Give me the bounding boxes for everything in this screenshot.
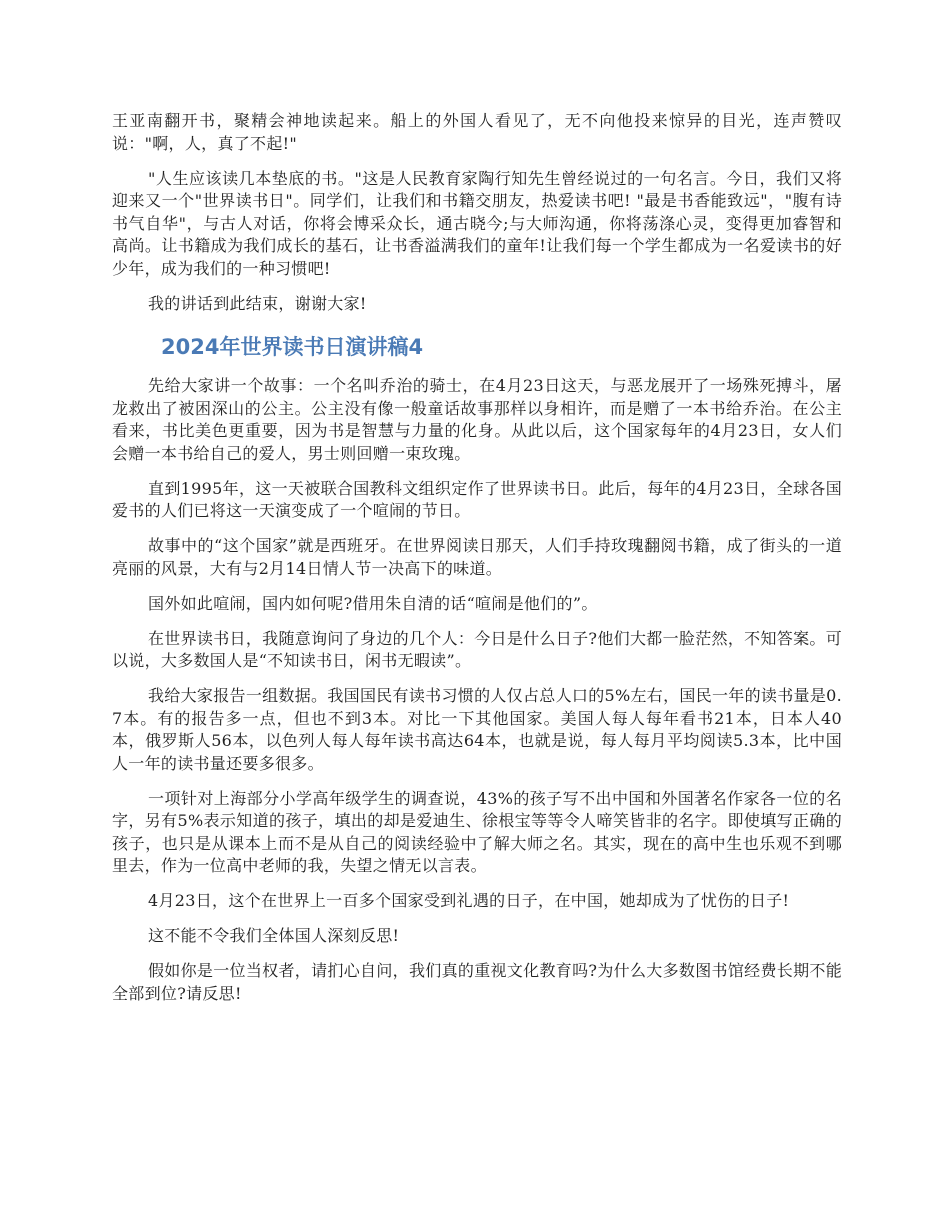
paragraph: 4月23日，这个在世界上一百多个国家受到礼遇的日子，在中国，她却成为了忧伤的日子! [148, 891, 790, 910]
paragraph: 国外如此喧闹，国内如何呢?借用朱自清的话“喧闹是他们的”。 [148, 593, 598, 613]
paragraph: 我给大家报告一组数据。我国国民有读书习惯的人仅占总人口的5%左右，国民一年的读书量是0.7本。有的报告多一点，但也不到3本。对比一下其他国家。美国人每人每年看书21本，日本人40本，俄罗斯人56本，以色列人每人每年读书高达64本，也就是说，每人每月平均阅读5.3本，比中国人一年的读书量还要多很多。 [112, 686, 842, 773]
paragraph: 一项针对上海部分小学高年级学生的调查说，43%的孩子写不出中国和外国著名作家各一位的名字，另有5%表示知道的孩子，填出的却是爱迪生、徐根宝等等令人啼笑皆非的名字。即使填写正确的孩子，也只是从课本上而不是从自己的阅读经验中了解大师之名。其实，现在的高中生也乐观不到哪里去，作为一位高中老师的我，失望之情无以言表。 [112, 788, 842, 875]
paragraph: 我的讲话到此结束，谢谢大家! [148, 293, 367, 313]
paragraph: "人生应该读几本垫底的书。"这是人民教育家陶行知先生曾经说过的一句名言。今日，我们又将迎来又一个"世界读书日"。同学们，让我们和书籍交朋友，热爱读书吧! "最是书香能致远"，"腹有诗书气自华"，与古人对话，你将会博采众长，通古晓今;与大师沟通，你将荡涤心灵，变得更加睿智和高尚。让书籍成为我们成长的基石，让书香溢满我们的童年!让我们每一个学生都成为一名爱读书的好少年，成为我们的一种习惯吧! [112, 168, 842, 278]
paragraph: 假如你是一位当权者，请扪心自问，我们真的重视文化教育吗?为什么大多数图书馆经费长期不能全部到位?请反思! [112, 961, 842, 1003]
paragraph: 先给大家讲一个故事：一个名叫乔治的骑士，在4月23日这天，与恶龙展开了一场殊死搏斗，屠龙救出了被困深山的公主。公主没有像一般童话故事那样以身相许，而是赠了一本书给乔治。在公主看来，书比美色更重要，因为书是智慧与力量的化身。从此以后，这个国家每年的4月23日，女人们会赠一本书给自己的爱人，男士则回赠一束玫瑰。 [112, 376, 842, 463]
paragraph: 这不能不令我们全体国人深刻反思! [148, 926, 400, 945]
paragraph: 故事中的“这个国家”就是西班牙。在世界阅读日那天，人们手持玫瑰翻阅书籍，成了街头的一道亮丽的风景，大有与2月14日情人节一决高下的味道。 [112, 536, 842, 578]
paragraph: 在世界读书日，我随意询问了身边的几个人：今日是什么日子?他们大都一脸茫然，不知答案。可以说，大多数国人是“不知读书日，闲书无暇读”。 [112, 628, 842, 670]
paragraph: 直到1995年，这一天被联合国教科文组织定作了世界读书日。此后，每年的4月23日，全球各国爱书的人们已将这一天演变成了一个喧闹的节日。 [112, 478, 842, 520]
document-page [112, 110, 842, 1018]
section-heading: 2024年世界读书日演讲稿4 [161, 335, 424, 359]
paragraph: 王亚南翻开书，聚精会神地读起来。船上的外国人看见了，无不向他投来惊异的目光，连声赞叹说："啊，人，真了不起!" [112, 111, 842, 153]
